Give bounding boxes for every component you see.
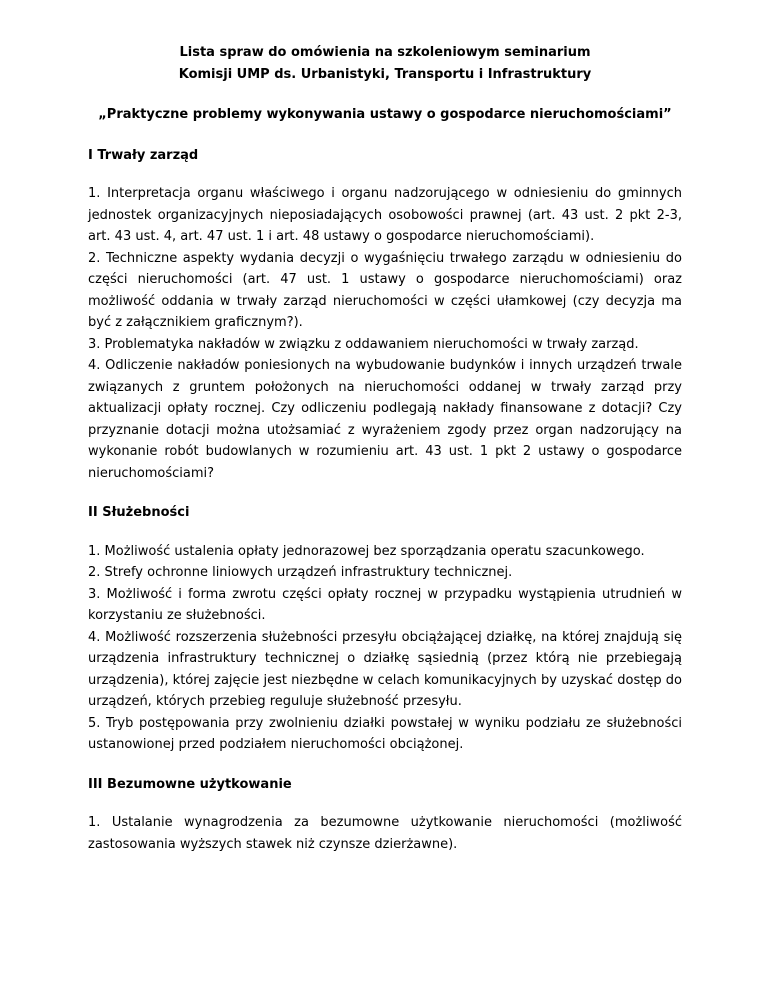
document-title-line-2: Komisji UMP ds. Urbanistyki, Transportu i Infrastruktury <box>178 66 592 82</box>
list-item: 2. Strefy ochronne liniowych urządzeń infrastruktury technicznej. <box>88 565 513 580</box>
list-item: 1. Możliwość ustalenia opłaty jednorazowej bez sporządzania operatu szacunkowego. <box>88 543 645 559</box>
section-sluzebnosci <box>88 502 682 756</box>
document-page <box>88 42 682 855</box>
document-title-line-1: Lista spraw do omówienia na szkoleniowym seminarium <box>179 45 591 60</box>
list-item: 3. Możliwość i forma zwrotu części opłaty rocznej w przypadku wystąpienia utrudnień w korzystaniu ze służebności. <box>88 586 682 623</box>
list-item: 1. Ustalanie wynagrodzenia za bezumowne użytkowanie nieruchomości (możliwość zastosowania wyższych stawek niż czynsze dzierżawne). <box>88 815 682 852</box>
list-item: 5. Tryb postępowania przy zwolnieniu działki powstałej w wyniku podziału ze służebności ustanowionej przed podziałem nieruchomości obciążonej. <box>88 715 682 752</box>
section-trwaly-zarzad <box>88 145 682 485</box>
list-item: 3. Problematyka nakładów w związku z oddawaniem nieruchomości w trwały zarząd. <box>88 336 639 352</box>
section-heading: I Trwały zarząd <box>88 147 199 163</box>
list-item: 4. Możliwość rozszerzenia służebności przesyłu obciążającej działkę, na której znajdują się urządzenia infrastruktury technicznej o działkę sąsiednią (przez którą nie przebiegają urządzenia), której zajęcie jest niezbędne w celach komunikacyjnych by uzyskać dostęp do urządzeń, których przebieg reguluje służebność przesyłu. <box>88 629 682 709</box>
section-heading: III Bezumowne użytkowanie <box>88 776 292 792</box>
list-item: 1. Interpretacja organu właściwego i organu nadzorującego w odniesieniu do gminnych jednostek organizacyjnych nieposiadających osobowości prawnej (art. 43 ust. 2 pkt 2-3, art. 43 ust. 4, art. 47 ust. 1 i art. 48 ustawy o gospodarce nieruchomościami). <box>88 186 682 244</box>
section-bezumowne-uzytkowanie <box>88 774 682 856</box>
document-subtitle: „Praktyczne problemy wykonywania ustawy o gospodarce nieruchomościami” <box>98 107 672 122</box>
list-item: 4. Odliczenie nakładów poniesionych na wybudowanie budynków i innych urządzeń trwale związanych z gruntem położonych na nieruchomości oddanej w trwały zarząd przy aktualizacji opłaty rocznej. Czy odliczeniu podlegają nakłady finansowane z dotacji? Czy przyznanie dotacji można utożsamiać z wyrażeniem zgody przez organ nadzorujący na wykonanie robót budowlanych w rozumieniu art. 43 ust. 1 pkt 2 ustawy o gospodarce nieruchomościami? <box>88 358 682 481</box>
section-heading: II Służebności <box>88 505 190 520</box>
list-item: 2. Techniczne aspekty wydania decyzji o wygaśnięciu trwałego zarządu w odniesieniu do części nieruchomości (art. 47 ust. 1 ustawy o gospodarce nieruchomościami) oraz możliwość oddania w trwały zarząd nieruchomości w części ułamkowej (czy decyzja ma być z załącznikiem graficznym?). <box>88 250 682 330</box>
